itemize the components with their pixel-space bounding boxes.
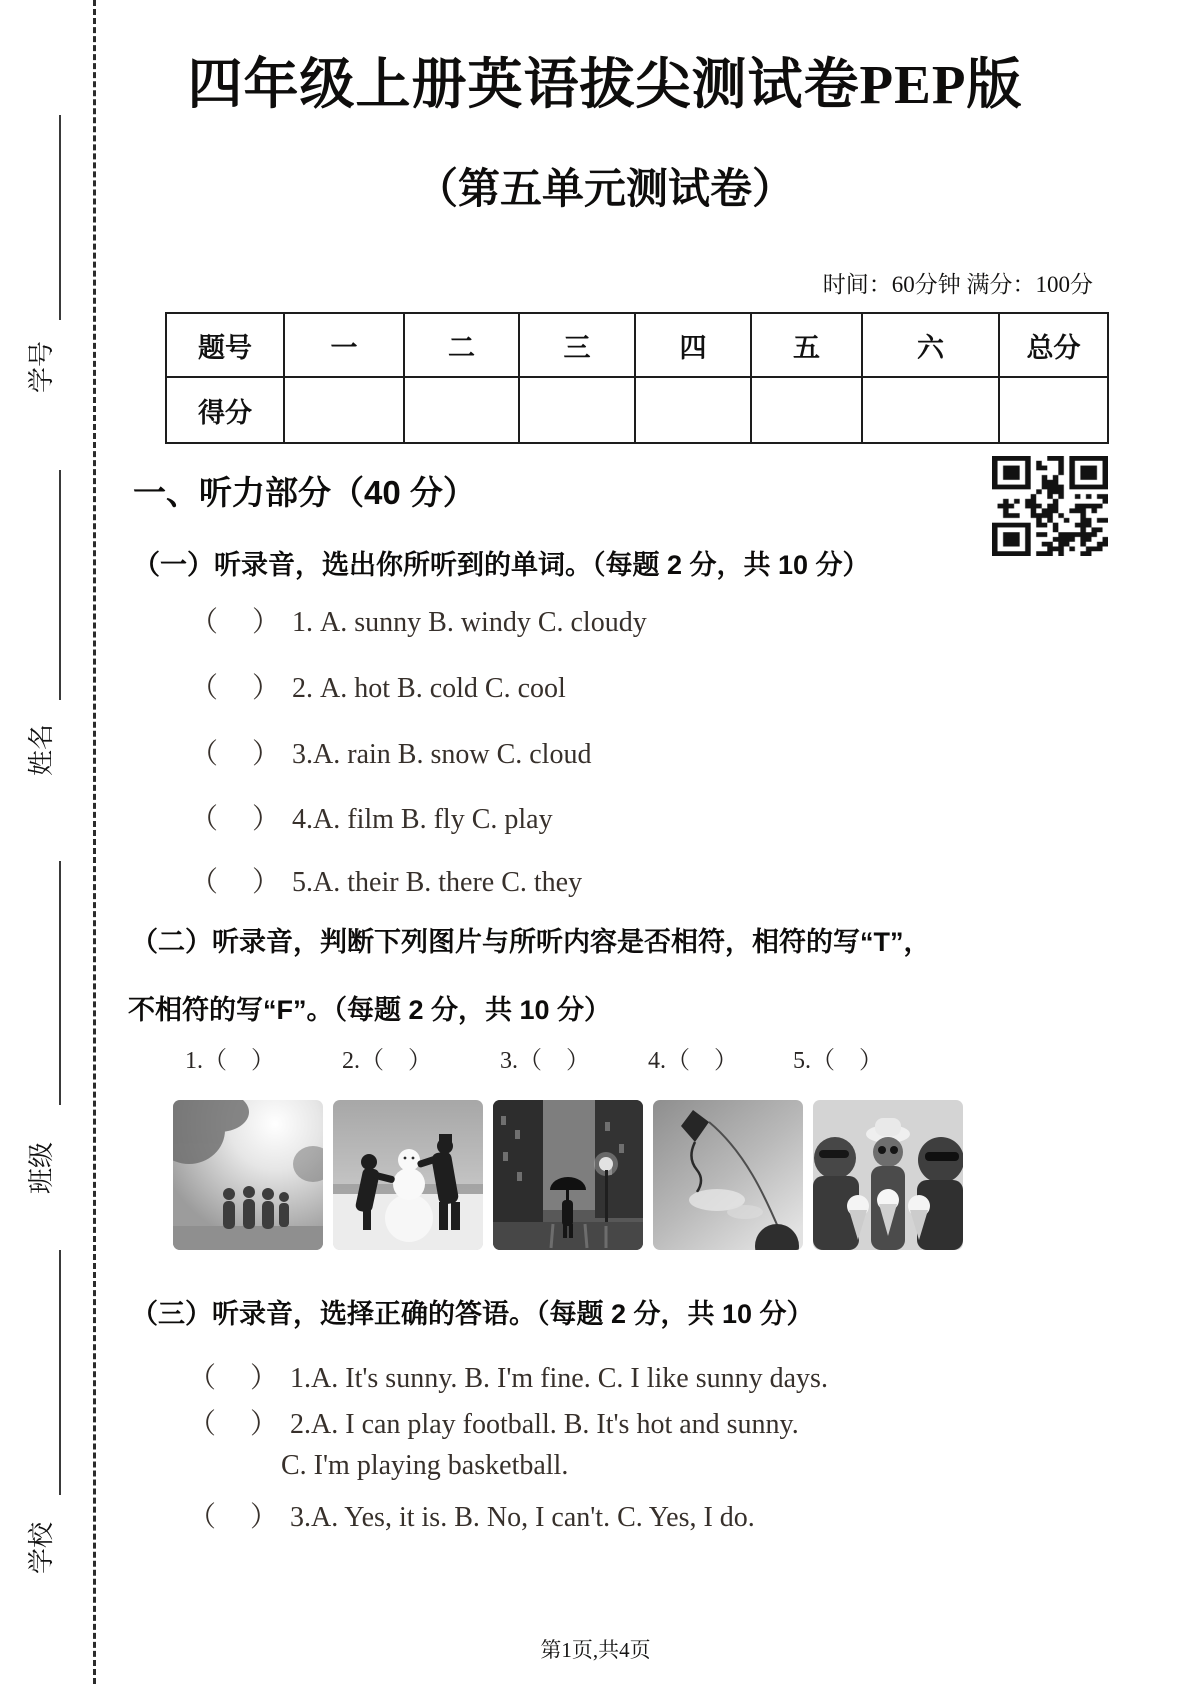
picture-answer-blanks-row bbox=[0, 1040, 1191, 1074]
score-table-value-row bbox=[166, 377, 1108, 443]
section-1-1-heading: （一）听录音，选出你所听到的单词。（每题 2 分，共 10 分） bbox=[133, 550, 870, 580]
picture-answer-blank-1: 1.（ ） bbox=[185, 1048, 275, 1074]
name-label: 姓名 bbox=[26, 724, 56, 777]
score-table-header-cell: 六 bbox=[862, 313, 999, 377]
score-table-header-cell: 一 bbox=[284, 313, 404, 377]
school-label: 学校 bbox=[26, 1522, 56, 1575]
score-cell bbox=[404, 377, 519, 443]
listening-reply-question-3: （ ） 3.A. Yes, it is. B. No, I can't. C. Yes, I do. bbox=[188, 1502, 755, 1533]
section-1-2-heading-line1: （二）听录音，判断下列图片与所听内容是否相符，相符的写“T”， bbox=[131, 927, 931, 957]
page-title: 四年级上册英语拔尖测试卷PEP版 bbox=[187, 54, 1023, 115]
score-cell bbox=[862, 377, 999, 443]
binding-dashed-line bbox=[93, 0, 96, 1684]
student-id-label: 学号 bbox=[26, 341, 56, 394]
score-cell bbox=[635, 377, 751, 443]
section-1-3-heading: （三）听录音，选择正确的答语。（每题 2 分，共 10 分） bbox=[131, 1299, 814, 1329]
score-cell bbox=[284, 377, 404, 443]
photo-sunny-park bbox=[173, 1100, 323, 1250]
photo-flying-kite bbox=[653, 1100, 803, 1250]
picture-answer-blank-4: 4.（ ） bbox=[648, 1048, 738, 1074]
school-fill-line bbox=[59, 1250, 61, 1495]
score-table-header-cell: 总分 bbox=[999, 313, 1108, 377]
listening-word-question-2: （ ） 2. A. hot B. cold C. cool bbox=[190, 673, 566, 704]
section-1-heading: 一、听力部分（40 分） bbox=[133, 474, 476, 511]
listening-pictures-row bbox=[173, 1100, 973, 1250]
class-label: 班级 bbox=[26, 1142, 56, 1195]
listening-word-question-5: （ ） 5.A. their B. there C. they bbox=[190, 867, 583, 898]
score-table-header-row bbox=[166, 313, 1108, 377]
qr-code-icon bbox=[992, 456, 1108, 556]
score-cell bbox=[519, 377, 635, 443]
picture-answer-blank-2: 2.（ ） bbox=[342, 1048, 432, 1074]
time-and-score-info: 时间：60分钟 满分：100分 bbox=[822, 272, 1093, 297]
score-table-header-cell: 四 bbox=[635, 313, 751, 377]
score-table bbox=[165, 312, 1109, 444]
listening-reply-question-1: （ ） 1.A. It's sunny. B. I'm fine. C. I like sunny days. bbox=[188, 1363, 828, 1394]
listening-word-question-4: （ ） 4.A. film B. fly C. play bbox=[190, 804, 553, 835]
picture-answer-blank-5: 5.（ ） bbox=[793, 1048, 883, 1074]
score-cell bbox=[751, 377, 862, 443]
score-cell bbox=[999, 377, 1108, 443]
name-fill-line bbox=[59, 470, 61, 700]
section-1-2-heading-line2: 不相符的写“F”。（每题 2 分，共 10 分） bbox=[128, 995, 612, 1025]
listening-reply-question-2: （ ） 2.A. I can play football. B. It's hot and sunny. bbox=[188, 1409, 799, 1440]
score-table-header-cell: 题号 bbox=[166, 313, 284, 377]
score-table-header-cell: 二 bbox=[404, 313, 519, 377]
listening-word-question-3: （ ） 3.A. rain B. snow C. cloud bbox=[190, 739, 592, 770]
photo-rainy-street-umbrella bbox=[493, 1100, 643, 1250]
photo-building-snowman bbox=[333, 1100, 483, 1250]
listening-reply-question-2-option-c: C. I'm playing basketball. bbox=[281, 1450, 569, 1481]
page-number: 第1页,共4页 bbox=[540, 1638, 651, 1662]
score-table-header-cell: 三 bbox=[519, 313, 635, 377]
picture-answer-blank-3: 3.（ ） bbox=[500, 1048, 590, 1074]
page-subtitle: （第五单元测试卷） bbox=[415, 167, 794, 213]
student-id-fill-line bbox=[59, 115, 61, 320]
listening-word-question-1: （ ） 1. A. sunny B. windy C. cloudy bbox=[190, 607, 647, 638]
score-row-label: 得分 bbox=[166, 377, 284, 443]
photo-eating-ice-cream bbox=[813, 1100, 963, 1250]
score-table-header-cell: 五 bbox=[751, 313, 862, 377]
